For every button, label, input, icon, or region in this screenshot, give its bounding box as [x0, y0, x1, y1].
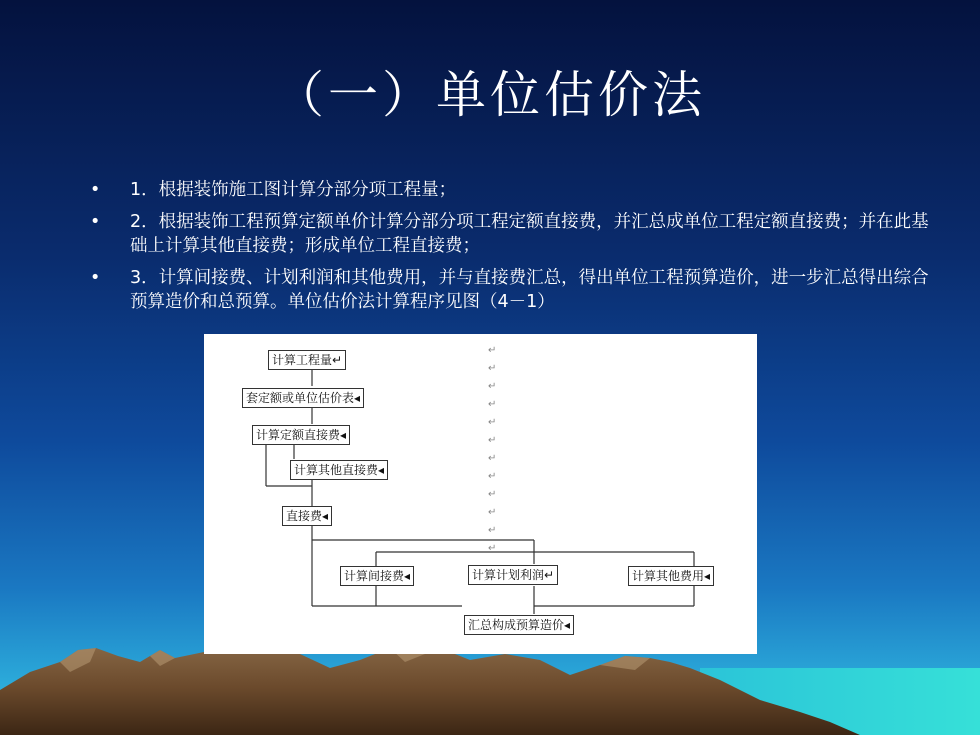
flow-node-apply-rates: 套定额或单位估价表◂: [242, 388, 364, 408]
flowchart-figure: [204, 334, 757, 654]
flow-node-indirect-cost: 计算间接费◂: [340, 566, 414, 586]
paragraph-mark: ↵: [488, 471, 497, 482]
paragraph-mark: ↵: [488, 381, 497, 392]
flowchart-connectors: [204, 334, 757, 654]
mountain-range: [0, 640, 860, 735]
paragraph-mark: ↵: [488, 435, 497, 446]
bullet-text: 2．根据装饰工程预算定额单价计算分部分项工程定额直接费，并汇总成单位工程定额直接费；并在此基础上计算其他直接费；形成单位工程直接费；: [130, 212, 929, 256]
bullet-marker: •: [90, 268, 101, 288]
flow-node-other-fees: 计算其他费用◂: [628, 566, 714, 586]
paragraph-mark: ↵: [488, 363, 497, 374]
bullet-marker: •: [90, 212, 101, 232]
slide-title: （一）单位估价法: [274, 66, 706, 124]
bullet-text: 1．根据装饰施工图计算分部分项工程量；: [130, 180, 457, 200]
paragraph-mark: ↵: [488, 525, 497, 536]
paragraph-mark: ↵: [488, 417, 497, 428]
flow-node-planned-profit: 计算计划利润↵: [468, 565, 558, 585]
paragraph-mark: ↵: [488, 399, 497, 410]
flow-node-calc-quantity: 计算工程量↵: [268, 350, 346, 370]
bullet-marker: •: [90, 180, 101, 200]
paragraph-mark: ↵: [488, 543, 497, 554]
bullet-text: 3．计算间接费、计划利润和其他费用，并与直接费汇总，得出单位工程预算造价，进一步汇总得出综合预算造价和总预算。单位估价法计算程序见图（4－1）: [130, 268, 929, 312]
flow-node-total-budget: 汇总构成预算造价◂: [464, 615, 574, 635]
flow-node-quota-direct-cost: 计算定额直接费◂: [252, 425, 350, 445]
paragraph-mark: ↵: [488, 507, 497, 518]
flow-node-other-direct-cost: 计算其他直接费◂: [290, 460, 388, 480]
paragraph-mark: ↵: [488, 489, 497, 500]
paragraph-mark: ↵: [488, 453, 497, 464]
paragraph-mark: ↵: [488, 345, 497, 356]
flow-node-direct-cost: 直接费◂: [282, 506, 332, 526]
